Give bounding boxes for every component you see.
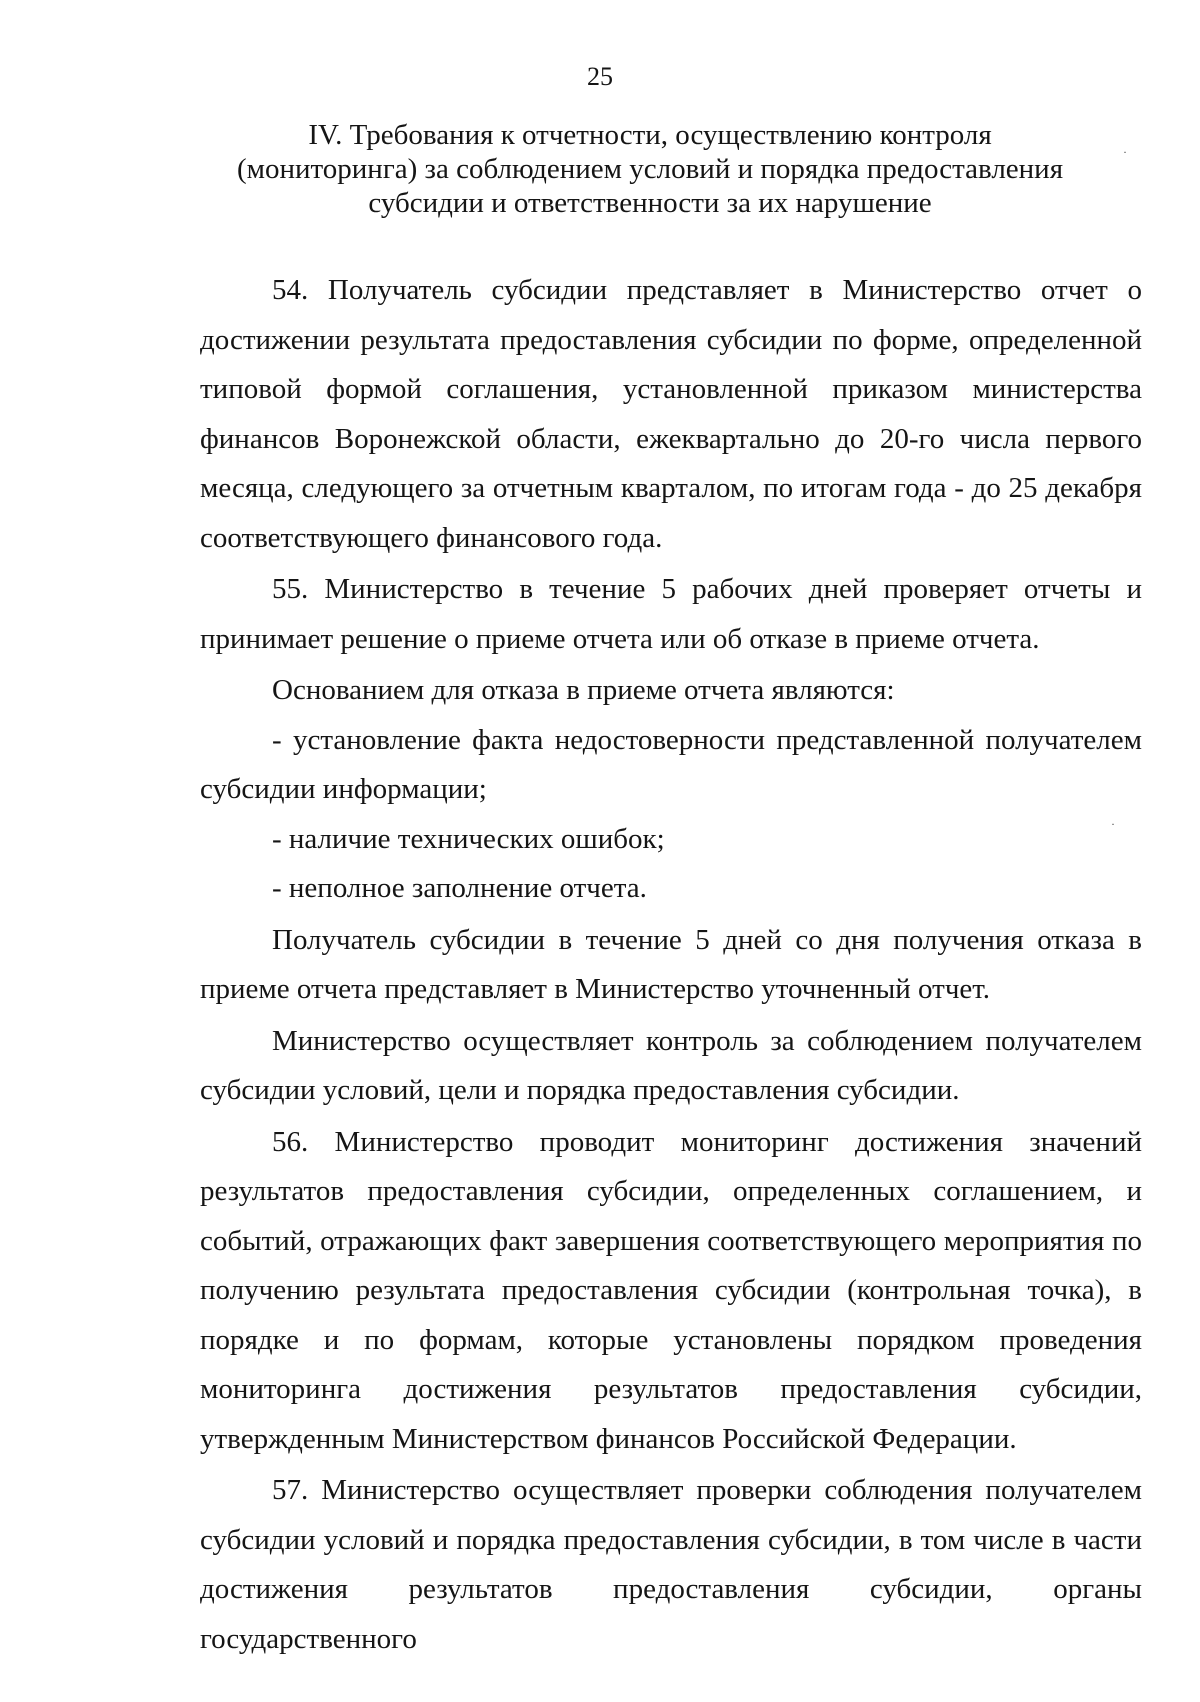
scan-speck: ˙ bbox=[1110, 822, 1116, 836]
document-body bbox=[200, 266, 1142, 1664]
page-number: 25 bbox=[587, 62, 613, 91]
list-item-technical-errors: - наличие технических ошибок; bbox=[272, 822, 665, 855]
paragraph-55: 55. Министерство в течение 5 рабочих дней проверяет отчеты и принимает решение о приеме отчета или об отказе в приеме отчета. bbox=[200, 573, 1142, 655]
paragraph-55-control: Министерство осуществляет контроль за соблюдением получателем субсидии условий, цели и порядка предоставления субсидии. bbox=[200, 1024, 1142, 1106]
section-heading-line-1: IV. Требования к отчетности, осуществлению контроля bbox=[308, 119, 992, 151]
paragraph-55-resubmit: Получатель субсидии в течение 5 дней со дня получения отказа в приеме отчета представляет в Министерство уточненный отчет. bbox=[200, 923, 1142, 1005]
list-item-incomplete-report: - неполное заполнение отчета. bbox=[272, 872, 647, 904]
section-heading bbox=[200, 118, 1100, 220]
paragraph-54: 54. Получатель субсидии представляет в Министерство отчет о достижении результата предоставления субсидии по форме, определенной типовой формой соглашения, установленной приказом министерства финансов Воронежской области, ежеквартально до 20-го числа первого месяца, следующего за отчетным кварталом, по итогам года - до 25 декабря соответствующего финансового года. bbox=[200, 274, 1142, 554]
paragraph-57: 57. Министерство осуществляет проверки соблюдения получателем субсидии условий и порядка предоставления субсидии, в том числе в части достижения результатов предоставления субсидии, органы государственного bbox=[200, 1474, 1142, 1655]
scan-speck: ˙ bbox=[1122, 150, 1128, 164]
section-heading-line-2: (мониторинга) за соблюдением условий и порядка предоставления bbox=[236, 153, 1064, 185]
section-heading-line-3: субсидии и ответственности за их нарушение bbox=[368, 187, 932, 219]
paragraph-55-grounds: Основанием для отказа в приеме отчета являются: bbox=[272, 674, 895, 706]
list-item-unreliable-info: - установление факта недостоверности представленной получателем субсидии информации; bbox=[200, 723, 1142, 805]
paragraph-56: 56. Министерство проводит мониторинг достижения значений результатов предоставления субсидии, определенных соглашением, и событий, отражающих факт завершения соответствующего мероприятия по получению результата предоставления субсидии (контрольная точка), в порядке и по формам, которые установлены порядком проведения мониторинга достижения результатов предоставления субсидии, утвержденным Министерством финансов Российской Федерации. bbox=[200, 1125, 1142, 1455]
